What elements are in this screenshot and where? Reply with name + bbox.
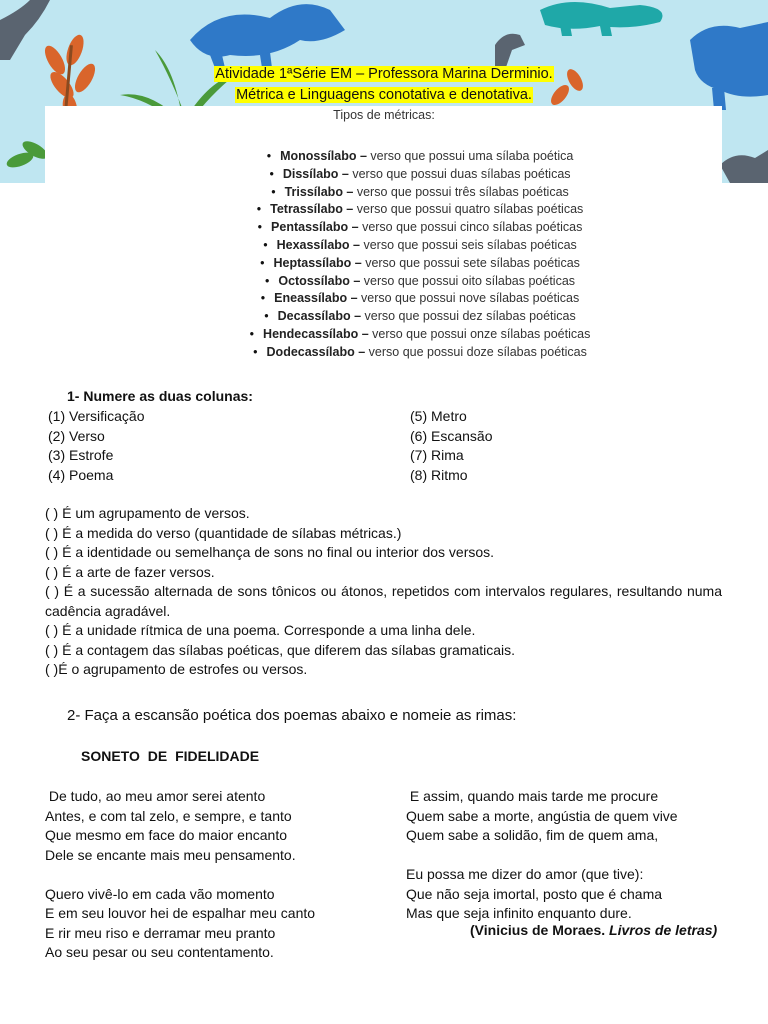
metric-name: Heptassílabo – bbox=[273, 255, 362, 270]
statement-line: ( ) É a arte de fazer versos. bbox=[45, 563, 215, 580]
poem-line bbox=[406, 846, 678, 866]
metric-item bbox=[0, 184, 768, 202]
document-subtitle: Métrica e Linguagens conotativa e denotativa. bbox=[236, 87, 532, 103]
metric-item bbox=[0, 219, 768, 237]
metric-name: Dissílabo – bbox=[282, 166, 349, 181]
metric-item bbox=[0, 308, 768, 326]
metric-description: verso que possui oito sílabas poéticas bbox=[360, 273, 576, 288]
column-item: (2) Verso bbox=[48, 427, 105, 444]
poem-line: De tudo, ao meu amor serei atento bbox=[45, 788, 266, 804]
metric-name: Tetrassílabo – bbox=[270, 202, 354, 217]
metric-name: Trissílabo – bbox=[284, 184, 354, 199]
poem-credit: (Vinicius de Moraes. Livros de letras) bbox=[470, 922, 718, 938]
metric-description: verso que possui quatro sílabas poéticas bbox=[353, 202, 584, 217]
statement-line: ( ) É a unidade rítmica de una poema. Corresponde a uma linha dele. bbox=[45, 622, 476, 638]
metric-name: Dodecassílabo – bbox=[266, 344, 366, 359]
poem-line: Ao seu pesar ou seu contentamento. bbox=[45, 944, 274, 960]
statement-line: ( ) É a sucessão alternada de sons tônicos ou átonos, repetidos com intervalos regulares, resultando numa cadência agradável. bbox=[45, 583, 722, 619]
poem-line: Que mesmo em face do maior encanto bbox=[45, 827, 288, 843]
document-title: Atividade 1ªSérie EM – Professora Marina Derminio. bbox=[215, 66, 553, 82]
poem-line: Quem sabe a solidão, fim de quem ama, bbox=[406, 827, 659, 843]
column-item: (6) Escansão bbox=[410, 427, 493, 444]
left-column bbox=[48, 407, 144, 485]
metric-name: Octossílabo – bbox=[278, 273, 361, 288]
poem-line: E em seu louvor hei de espalhar meu canto bbox=[45, 905, 316, 921]
right-column bbox=[410, 407, 492, 485]
metric-name: Monossílabo – bbox=[280, 149, 367, 163]
column-item: (1) Versificação bbox=[48, 408, 145, 424]
metric-name: Hexassílabo – bbox=[276, 237, 360, 252]
metric-description: verso que possui doze sílabas poéticas bbox=[365, 344, 587, 359]
poem-line: Quero vivê-lo em cada vão momento bbox=[45, 885, 275, 902]
metric-description: verso que possui duas sílabas poéticas bbox=[348, 166, 571, 181]
poem-line: Eu possa me dizer do amor (que tive): bbox=[406, 866, 644, 882]
metric-item bbox=[0, 290, 768, 308]
question-1-title: 1- Numere as duas colunas: bbox=[67, 388, 253, 404]
metric-item bbox=[0, 201, 768, 219]
metric-item bbox=[0, 326, 768, 344]
metrics-list bbox=[0, 148, 768, 362]
metric-name: Decassílabo – bbox=[277, 309, 362, 324]
poem-line: Dele se encante mais meu pensamento. bbox=[45, 846, 296, 863]
poem-line: E rir meu riso e derramar meu pranto bbox=[45, 924, 276, 941]
metric-item bbox=[0, 237, 768, 255]
statement-line: ( ) É a identidade ou semelhança de sons no final ou interior dos versos. bbox=[45, 544, 495, 560]
column-item: (8) Ritmo bbox=[410, 466, 468, 483]
metric-description: verso que possui cinco sílabas poéticas bbox=[358, 220, 583, 235]
metric-description: verso que possui nove sílabas poéticas bbox=[357, 291, 580, 306]
metric-description: verso que possui sete sílabas poéticas bbox=[361, 255, 580, 270]
metric-description: verso que possui onze sílabas poéticas bbox=[368, 326, 591, 341]
poem-line: Que não seja imortal, posto que é chama bbox=[406, 885, 663, 902]
metrics-heading: Tipos de métricas: bbox=[333, 108, 435, 122]
poem-line bbox=[45, 865, 315, 885]
statement-line: ( ) É a contagem das sílabas poéticas, que diferem das sílabas gramaticais. bbox=[45, 641, 516, 658]
metric-description: verso que possui dez sílabas poéticas bbox=[361, 309, 576, 324]
metric-description: verso que possui seis sílabas poéticas bbox=[359, 237, 577, 252]
poem-title: SONETO DE FIDELIDADE bbox=[81, 748, 260, 764]
column-item: (7) Rima bbox=[410, 447, 464, 463]
statement-line: ( ) É a medida do verso (quantidade de sílabas métricas.) bbox=[45, 524, 402, 541]
question-2-title: 2- Faça a escansão poética dos poemas abaixo e nomeie as rimas: bbox=[67, 707, 517, 724]
metric-description: verso que possui uma sílaba poética bbox=[366, 149, 574, 163]
column-item: (4) Poema bbox=[48, 466, 114, 483]
metric-name: Eneassílabo – bbox=[274, 291, 358, 306]
poem-line: Mas que seja infinito enquanto dure. bbox=[406, 905, 632, 921]
question-1-statements bbox=[45, 504, 722, 680]
column-item: (3) Estrofe bbox=[48, 447, 114, 463]
metric-item bbox=[0, 148, 768, 166]
poem-left-stanzas bbox=[45, 787, 315, 963]
metric-item bbox=[0, 166, 768, 184]
poem-line: Antes, e com tal zelo, e sempre, e tanto bbox=[45, 807, 292, 824]
metric-item bbox=[0, 344, 768, 362]
statement-line: ( )É o agrupamento de estrofes ou versos. bbox=[45, 661, 308, 677]
statement-line: ( ) É um agrupamento de versos. bbox=[45, 505, 250, 521]
poem-line: E assim, quando mais tarde me procure bbox=[406, 788, 659, 804]
poem-right-stanzas bbox=[406, 787, 678, 924]
metric-item bbox=[0, 273, 768, 291]
metric-description: verso que possui três sílabas poéticas bbox=[353, 184, 569, 199]
column-item: (5) Metro bbox=[410, 408, 467, 424]
metric-name: Pentassílabo – bbox=[271, 220, 359, 235]
poem-line: Quem sabe a morte, angústia de quem vive bbox=[406, 807, 678, 824]
metric-name: Hendecassílabo – bbox=[263, 326, 369, 341]
metric-item bbox=[0, 255, 768, 273]
